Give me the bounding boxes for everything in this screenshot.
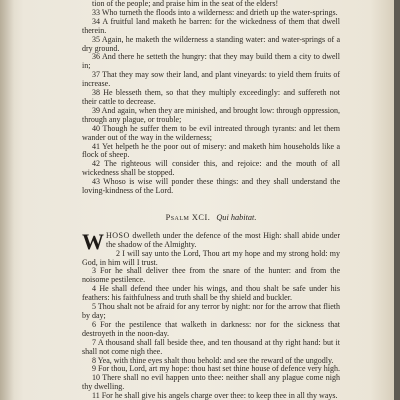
verse-line-8: 40 Though he suffer them to be evil intreated through tyrants: and let them wander out of the way in the wilderness; xyxy=(82,123,340,142)
psalm-latin-incipit: Qui habitat. xyxy=(216,212,257,222)
verse-3: 5 Thou shalt not be afraid for any terror by night: nor for the arrow that flieth by day; xyxy=(82,302,340,320)
verse-line-6: 38 He blesseth them, so that they multiply exceedingly: and suffereth not their cattle to decrease. xyxy=(82,88,340,106)
verse-1: 3 For he shall deliver thee from the snare of the hunter: and from the noisome pestilence. xyxy=(82,266,340,285)
text-column xyxy=(82,0,340,400)
verse-line-1: 33 Who turneth the floods into a wilderness: and drieth up the water-springs. xyxy=(92,7,338,17)
psalm-cvii-verses xyxy=(82,0,340,196)
verse-5: 7 A thousand shall fall beside thee, and ten thousand at thy right hand: but it shall not come nigh thee. xyxy=(82,337,340,356)
psalm-heading xyxy=(82,214,340,223)
verse-0: 2 I will say unto the Lord, Thou art my hope and my strong hold: my God, in him will I trust. xyxy=(82,248,340,267)
verse-1-head: HOSO xyxy=(106,230,130,240)
verse-4: 6 For the pestilence that walketh in darkness: nor for the sickness that destroyeth in the noon-day. xyxy=(82,319,340,338)
verse-line-2: 34 A fruitful land maketh he barren: for the wickedness of them that dwell therein. xyxy=(82,16,340,35)
psalm-xci-verses xyxy=(82,250,340,400)
verse-line-11: 43 Whoso is wise will ponder these things: and they shall understand the loving-kindness of the Lord. xyxy=(82,177,340,196)
verse-line-3: 35 Again, he maketh the wilderness a standing water: and water-springs of a dry ground. xyxy=(82,34,340,53)
psalm-title: Psalm XCI. xyxy=(165,212,211,222)
verse-line-9: 41 Yet helpeth he the poor out of misery: and maketh him households like a flock of sheep. xyxy=(82,141,340,160)
verse-line-4: 36 And there he setteth the hungry: that they may build them a city to dwell in; xyxy=(82,52,340,71)
verse-6: 8 Yea, with thine eyes shalt thou behold: and see the reward of the ungodly. xyxy=(92,355,334,365)
drop-cap: W xyxy=(82,228,104,254)
verse-line-0: tion of the people; and praise him in the seat of the elders! xyxy=(92,0,279,8)
verse-9: 11 For he shall give his angels charge over thee: to keep thee in all thy ways. xyxy=(92,391,338,400)
verse-line-10: 42 The righteous will consider this, and rejoice: and the mouth of all wickedness shall be stopped. xyxy=(82,159,340,178)
verse-line-7: 39 And again, when they are minished, and brought low: through oppression, through any plague, or trouble; xyxy=(82,105,340,124)
page-fold-shadow xyxy=(0,0,14,400)
verse-2: 4 He shall defend thee under his wings, and thou shalt be safe under his feathers: his faithfulness and truth shall be thy shield and buckler. xyxy=(82,284,340,303)
verse-7: 9 For thou, Lord, art my hope: thou hast set thine house of defence very high. xyxy=(92,364,340,374)
psalm-verse-1 xyxy=(82,228,340,254)
verse-line-5: 37 That they may sow their land, and plant vineyards: to yield them fruits of increase. xyxy=(82,70,340,89)
verse-8: 10 There shall no evil happen unto thee: neither shall any plague come nigh thy dwelling. xyxy=(82,373,340,392)
verse-1-text: dwelleth under the defence of the most High: shall abide under the shadow of the Almighty. xyxy=(106,230,340,249)
